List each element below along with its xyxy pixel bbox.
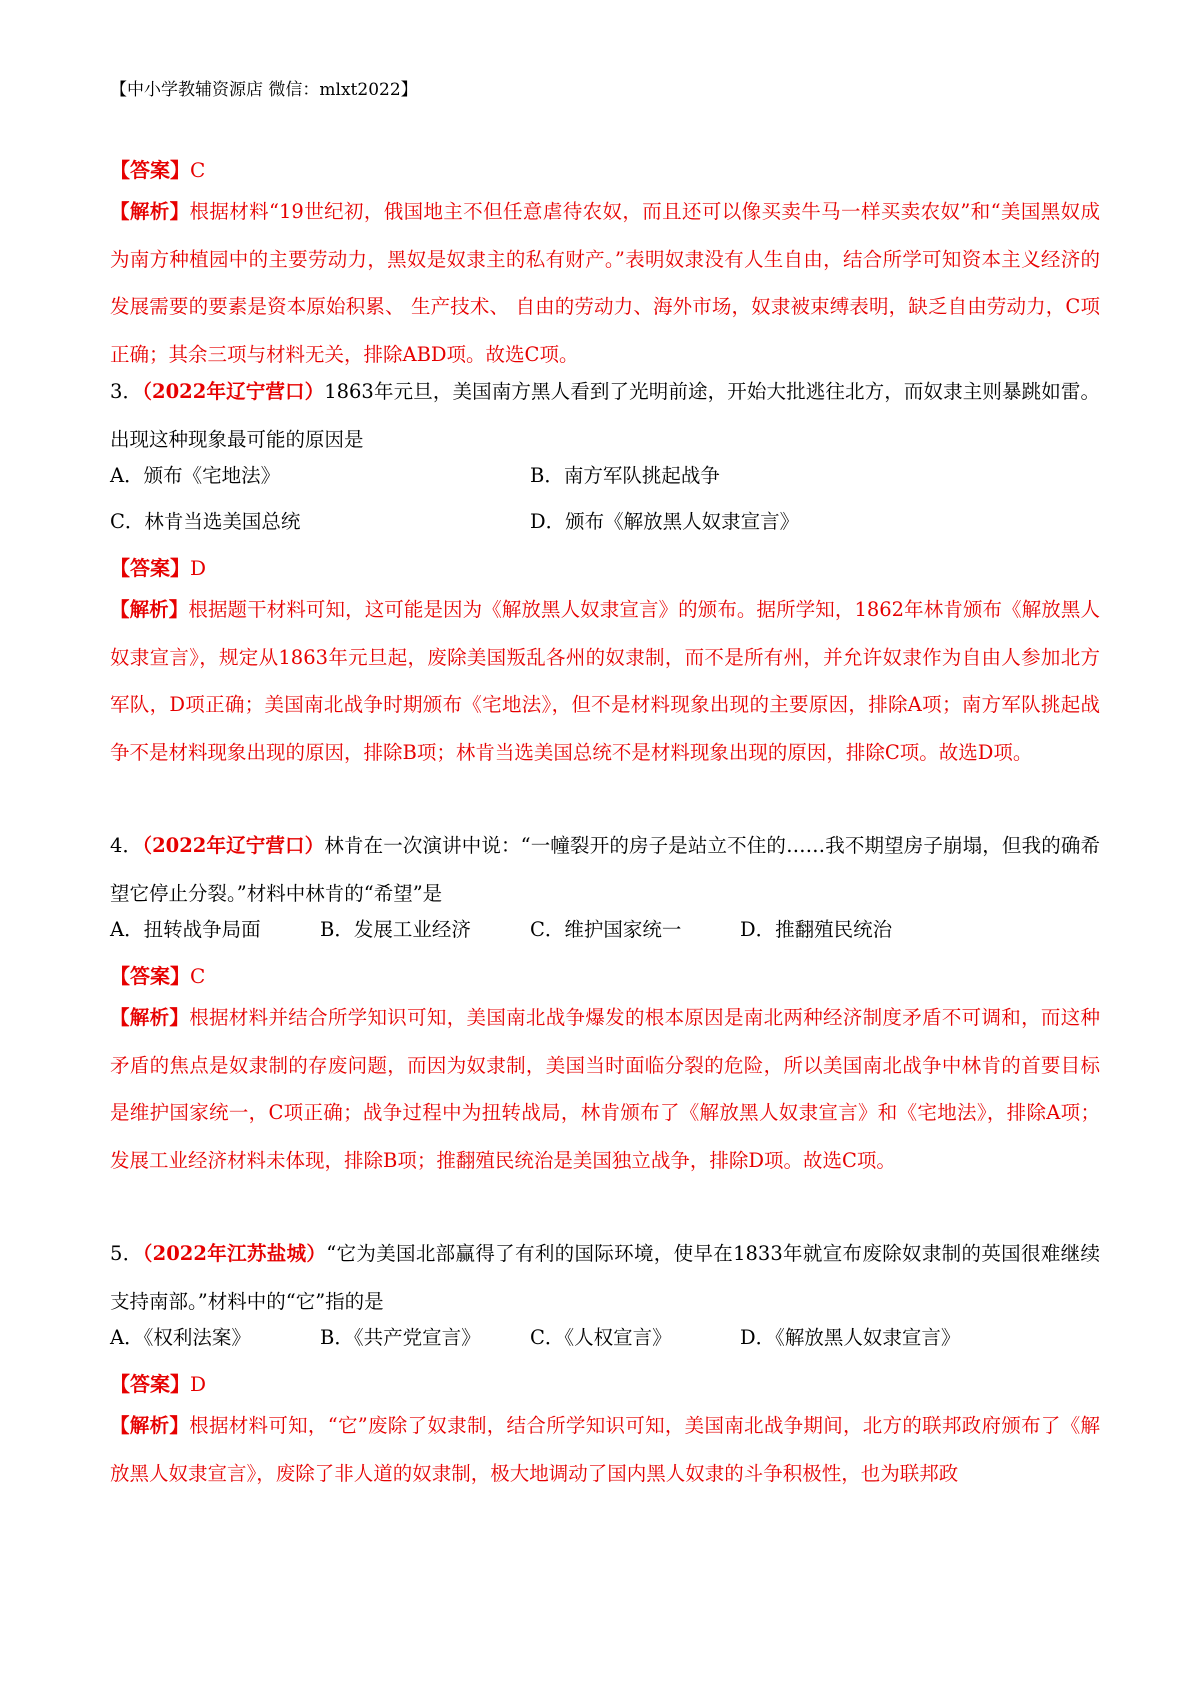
answer-value: D: [190, 556, 207, 580]
q3-option-c: C．林肯当选美国总统: [110, 510, 301, 533]
q4-stem: [110, 822, 1100, 917]
analysis-text: 根据题干材料可知，这可能是因为《解放黑人奴隶宣言》的颁布。据所学知，1862年林肯颁布《解放黑人奴隶宣言》，规定从1863年元旦起，废除美国叛乱各州的奴隶制，而不是所有州，并允许奴隶作为自由人参加北方军队，D项正确；美国南北战争时期颁布《宅地法》，但不是材料现象出现的主要原因，排除A项；南方军队挑起战争不是材料现象出现的原因，排除B项；林肯当选美国总统不是材料现象出现的原因，排除C项。故选D项。: [110, 598, 1100, 764]
question-text: “它为美国北部赢得了有利的国际环境，使早在1833年就宣布废除奴隶制的英国很难继续支持南部。”材料中的“它”指的是: [110, 1242, 1100, 1313]
question-number: 5．: [110, 1242, 143, 1265]
q4-answer: [110, 962, 1100, 990]
q3-answer: [110, 554, 1100, 582]
q3-option-b: B．南方军队挑起战争: [530, 464, 720, 487]
analysis-label: 【解析】: [110, 200, 190, 223]
analysis-text: 根据材料“19世纪初，俄国地主不但任意虐待农奴，而且还可以像买卖牛马一样买卖农奴”和“美国黑奴成为南方种植园中的主要劳动力，黑奴是奴隶主的私有财产。”表明奴隶没有人生自由，结合所学可知资本主义经济的发展需要的要素是资本原始积累、 生产技术、 自由的劳动力、海外市场，奴隶被束缚表明，缺乏自由劳动力，C项正确；其余三项与材料无关，排除ABD项。故选C项。: [110, 200, 1100, 366]
q5-option-d: D．《解放黑人奴隶宣言》: [740, 1326, 961, 1349]
answer-value: C: [190, 964, 206, 988]
answer-value: C: [190, 158, 206, 182]
analysis-text: 根据材料可知，“它”废除了奴隶制，结合所学知识可知，美国南北战争期间，北方的联邦政府颁布了《解放黑人奴隶宣言》，废除了非人道的奴隶制，极大地调动了国内黑人奴隶的斗争积极性，也为联邦政: [110, 1414, 1100, 1485]
answer-label: 【答案】: [110, 556, 190, 580]
q5-answer: [110, 1370, 1100, 1398]
q4-option-d: D．推翻殖民统治: [740, 918, 893, 941]
question-text: 1863年元旦，美国南方黑人看到了光明前途，开始大批逃往北方，而奴隶主则暴跳如雷。出现这种现象最可能的原因是: [110, 380, 1100, 451]
q5-analysis: [110, 1402, 1100, 1497]
analysis-text: 根据材料并结合所学知识可知，美国南北战争爆发的根本原因是南北两种经济制度矛盾不可调和，而这种矛盾的焦点是奴隶制的存废问题，而因为奴隶制，美国当时面临分裂的危险，所以美国南北战争中林肯的首要目标是维护国家统一，C项正确；战争过程中为扭转战局，林肯颁布了《解放黑人奴隶宣言》和《宅地法》，排除A项；发展工业经济材料未体现，排除B项；推翻殖民统治是美国独立战争，排除D项。故选C项。: [110, 1006, 1100, 1172]
question-source: （2022年辽宁营口）: [142, 380, 325, 403]
analysis-label: 【解析】: [110, 1414, 190, 1437]
q3-option-a: A．颁布《宅地法》: [110, 464, 281, 487]
q4-option-b: B．发展工业经济: [320, 918, 471, 941]
question-text: 林肯在一次演讲中说：“一幢裂开的房子是站立不住的……我不期望房子崩塌，但我的确希望它停止分裂。”材料中林肯的“希望”是: [110, 834, 1100, 905]
answer-label: 【答案】: [110, 964, 190, 988]
q5-option-a: A．《权利法案》: [110, 1326, 251, 1349]
q3-option-d: D．颁布《解放黑人奴隶宣言》: [530, 510, 800, 533]
q5-option-b: B．《共产党宣言》: [320, 1326, 481, 1349]
question-source: （2022年江苏盐城）: [142, 1242, 327, 1265]
answer-label: 【答案】: [110, 1372, 190, 1396]
answer-label: 【答案】: [110, 158, 190, 182]
watermark-header: 【中小学教辅资源店 微信：mlxt2022】: [110, 80, 418, 100]
q3-analysis: [110, 586, 1100, 776]
question-number: 3．: [110, 380, 143, 403]
q5-stem: [110, 1230, 1100, 1325]
q4-option-a: A．扭转战争局面: [110, 918, 261, 941]
analysis-label: 【解析】: [110, 598, 189, 621]
question-source: （2022年辽宁营口）: [142, 834, 325, 857]
answer-value: D: [190, 1372, 207, 1396]
q5-option-c: C．《人权宣言》: [530, 1326, 672, 1349]
q4-option-c: C．维护国家统一: [530, 918, 682, 941]
q2-answer: [110, 156, 1100, 184]
q3-stem: [110, 368, 1100, 463]
question-number: 4．: [110, 834, 143, 857]
q4-analysis: [110, 994, 1100, 1184]
analysis-label: 【解析】: [110, 1006, 190, 1029]
